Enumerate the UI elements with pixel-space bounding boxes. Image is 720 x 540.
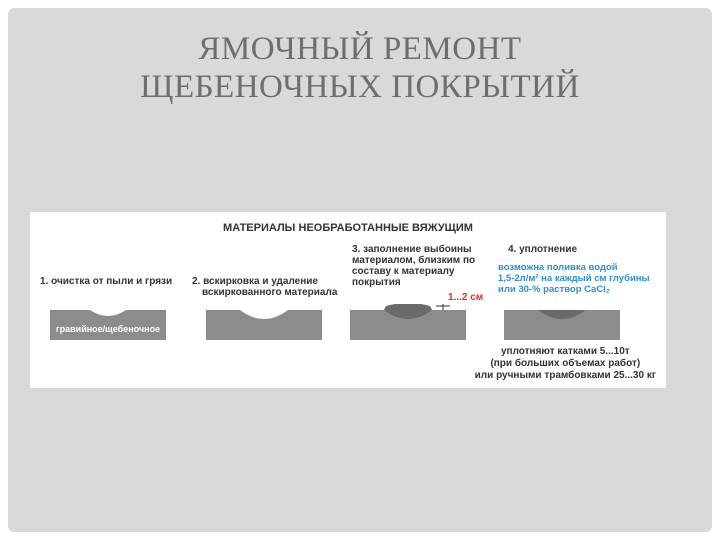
step-4-caption <box>508 244 577 255</box>
diagram-panel <box>30 212 666 388</box>
step-2-road-section <box>206 304 322 340</box>
step-3-filled-pothole-graphic <box>350 304 466 340</box>
step-2-caption <box>192 276 337 298</box>
step-2-line-1: 2. вскирковка и удаление <box>192 276 318 287</box>
surface-label: гравийное/щебеночное <box>55 324 161 334</box>
step-1-pothole-graphic <box>50 304 166 340</box>
step-4-line-1: 4. уплотнение <box>508 244 578 255</box>
step-4-road-section <box>504 304 620 340</box>
step-1-caption <box>40 276 172 287</box>
slide-title <box>0 30 720 106</box>
step-3-line-4: покрытия <box>352 277 401 288</box>
step-4-compacted-graphic <box>504 304 620 340</box>
title-line-2: ЩЕБЕНОЧНЫХ ПОКРЫТИЙ <box>140 69 580 105</box>
compaction-note-line-2: (при больших объемах работ) <box>490 358 641 369</box>
step-4-note-line-2: 1,5-2л/м² на каждый см глубины <box>498 273 650 284</box>
diagram-header: МАТЕРИАЛЫ НЕОБРАБОТАННЫЕ ВЯЖУЩИМ <box>223 222 473 234</box>
title-line-1: ЯМОЧНЫЙ РЕМОНТ <box>198 31 522 67</box>
compaction-note-line-1: уплотняют катками 5...10т <box>500 346 630 357</box>
step-3-road-section <box>350 304 466 340</box>
step-3-line-3: составу к материалу <box>352 266 455 277</box>
step-3-caption <box>352 244 475 288</box>
compaction-note <box>475 346 656 382</box>
step-3-line-1: 3. заполнение выбоины <box>352 244 472 255</box>
step-2-line-2: вскиркованного материала <box>202 287 338 298</box>
step-4-note-line-3: или 30-% раствор CaCl₂ <box>498 284 611 295</box>
step-1-road-section <box>50 304 166 340</box>
step-3-depth-note: 1...2 см <box>448 292 484 303</box>
step-4-note-line-1: возможна поливка водой <box>498 262 618 273</box>
step-4-note <box>498 262 650 295</box>
step-3-line-2: материалом, близким по <box>352 255 476 266</box>
step-2-cut-pothole-graphic <box>206 304 322 340</box>
compaction-note-line-3: или ручными трамбовками 25...30 кг <box>474 370 656 381</box>
step-1-line-1: 1. очистка от пыли и грязи <box>40 276 173 287</box>
